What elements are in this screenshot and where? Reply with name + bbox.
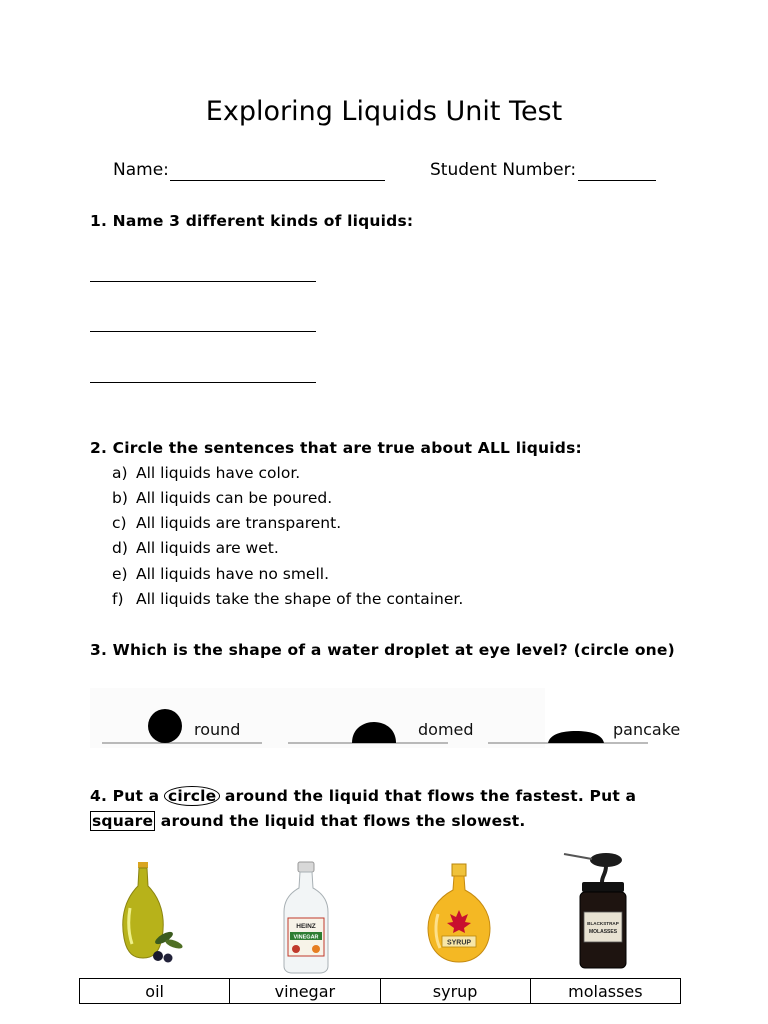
spoon-handle [564,854,592,859]
vinegar-brand: HEINZ [296,923,316,930]
pancake-droplet[interactable] [548,731,604,743]
vinegar-bottle-image[interactable] [280,860,332,975]
vinegar-decor [312,945,320,953]
option-f[interactable]: f) All liquids take the shape of the container. [112,590,464,608]
round-label[interactable]: round [194,720,241,739]
olive [164,954,173,963]
liquid-vinegar[interactable]: vinegar [230,979,380,1004]
circle-word: circle [164,786,220,806]
vinegar-decor [292,945,300,953]
syrup-text: SYRUP [446,939,472,947]
jar-lid [582,882,624,892]
molasses-drip [602,866,606,882]
syrup-bottle-image[interactable] [424,862,496,966]
answer-line-1[interactable] [90,281,316,282]
answer-line-2[interactable] [90,331,316,332]
vinegar-text: VINEGAR [293,934,319,941]
liquid-oil[interactable]: oil [80,979,230,1004]
page-title: Exploring Liquids Unit Test [205,96,563,127]
square-word: square [92,812,154,830]
spoon-bowl [590,853,622,867]
question-4: 4. Put a circle around the liquid that flows the fastest. Put a square around the liquid that flows the slowest. [90,787,637,830]
option-b[interactable]: b) All liquids can be poured. [112,489,333,507]
option-e[interactable]: e) All liquids have no smell. [112,565,330,583]
oil-bottle-image[interactable] [112,858,192,970]
syrup-cap [452,864,466,876]
question-3: 3. Which is the shape of a water droplet at eye level? (circle one) [90,641,675,659]
option-c[interactable]: c) All liquids are transparent. [112,514,342,532]
table-row [80,979,681,1004]
molasses-label [584,912,622,942]
round-droplet[interactable] [148,709,182,743]
vinegar-cap [298,862,314,872]
molasses-jar-image[interactable] [562,850,632,972]
question-2: 2. Circle the sentences that are true about ALL liquids: [90,439,582,457]
student-number-field[interactable] [578,180,656,181]
option-a[interactable]: a) All liquids have color. [112,464,301,482]
question-1: 1. Name 3 different kinds of liquids: [90,212,414,230]
molasses-text-2: MOLASSES [588,929,618,935]
student-number-label: Student Number: [430,160,577,180]
name-field[interactable] [170,180,385,181]
answer-line-3[interactable] [90,382,316,383]
liquid-molasses[interactable]: molasses [530,979,680,1004]
option-d[interactable]: d) All liquids are wet. [112,539,279,557]
name-label: Name: [113,160,169,180]
oil-cap [138,862,148,868]
olive [153,951,163,961]
pancake-label[interactable]: pancake [613,720,681,739]
liquid-syrup[interactable]: syrup [380,979,530,1004]
molasses-text-1: BLACKSTRAP [587,921,619,926]
droplet-shapes [90,688,690,750]
domed-label[interactable]: domed [418,720,474,739]
liquids-table [79,978,681,1004]
